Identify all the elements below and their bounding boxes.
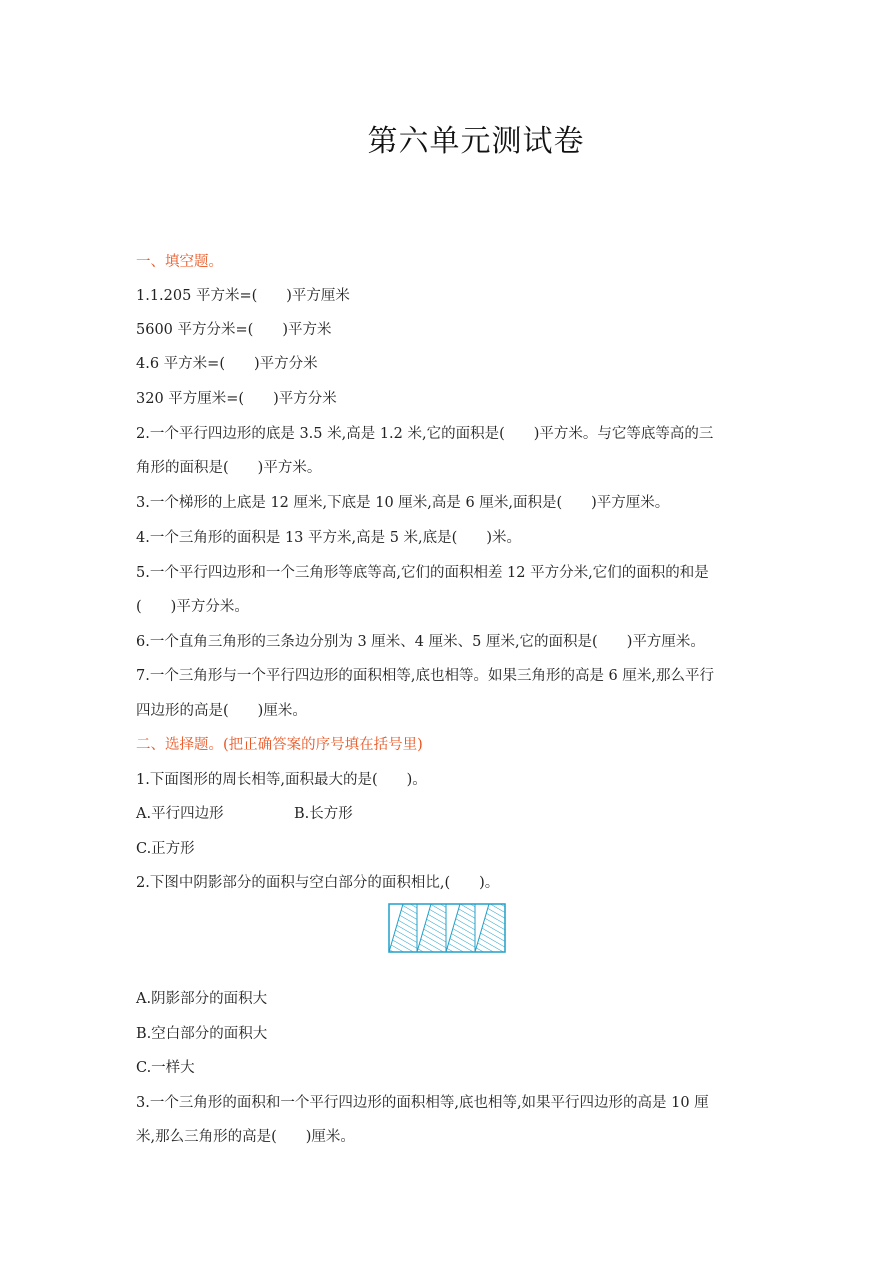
choice-q3-line-2: 米,那么三角形的高是( )厘米。 xyxy=(136,1129,355,1145)
shaded-triangles xyxy=(389,904,505,952)
fill-line-5: 2.一个平行四边形的底是 3.5 米,高是 1.2 米,它的面积是( )平方米。与它等底等高的三 xyxy=(136,426,714,442)
choice-q1-option-c: C.正方形 xyxy=(136,841,195,857)
fill-line-2: 5600 平方分米=( )平方米 xyxy=(136,322,332,338)
fill-line-11: 6.一个直角三角形的三条边分别为 3 厘米、4 厘米、5 厘米,它的面积是( )平方厘米。 xyxy=(136,634,705,650)
fill-line-9: 5.一个平行四边形和一个三角形等底等高,它们的面积相差 12 平方分米,它们的面积的和是 xyxy=(136,565,709,581)
fill-line-8: 4.一个三角形的面积是 13 平方米,高是 5 米,底是( )米。 xyxy=(136,530,521,546)
fill-line-1: 1.1.205 平方米=( )平方厘米 xyxy=(136,288,350,304)
fill-line-13: 四边形的高是( )厘米。 xyxy=(136,703,307,719)
page-title: 第六单元测试卷 xyxy=(367,124,585,159)
shaded-triangle-1 xyxy=(389,904,417,952)
shaded-triangle-3 xyxy=(446,904,475,952)
fill-line-10: ( )平方分米。 xyxy=(136,599,249,615)
fill-line-3: 4.6 平方米=( )平方分米 xyxy=(136,356,318,372)
choice-q3-line-1: 3.一个三角形的面积和一个平行四边形的面积相等,底也相等,如果平行四边形的高是 10 厘 xyxy=(136,1095,709,1111)
choice-q2-option-c: C.一样大 xyxy=(136,1060,195,1076)
shaded-triangle-2 xyxy=(417,904,446,952)
choice-q2-stem: 2.下图中阴影部分的面积与空白部分的面积相比,( )。 xyxy=(136,875,500,891)
shaded-triangle-4 xyxy=(475,904,505,952)
fill-line-4: 320 平方厘米=( )平方分米 xyxy=(136,391,337,407)
choice-q2-option-b: B.空白部分的面积大 xyxy=(136,1026,268,1042)
choice-q1-options xyxy=(136,804,776,824)
fill-line-12: 7.一个三角形与一个平行四边形的面积相等,底也相等。如果三角形的高是 6 厘米,那么平行 xyxy=(136,668,714,684)
section1-heading: 一、填空题。 xyxy=(136,254,223,270)
choice-q1-option-b: B.长方形 xyxy=(294,806,353,822)
choice-q1-stem: 1.下面图形的周长相等,面积最大的是( )。 xyxy=(136,772,427,788)
fill-line-6: 角形的面积是( )平方米。 xyxy=(136,460,322,476)
section2-heading: 二、选择题。(把正确答案的序号填在括号里) xyxy=(136,737,423,753)
choice-q2-option-a: A.阴影部分的面积大 xyxy=(136,991,268,1007)
shaded-triangles-figure xyxy=(388,903,506,958)
fill-line-7: 3.一个梯形的上底是 12 厘米,下底是 10 厘米,高是 6 厘米,面积是( )平方厘米。 xyxy=(136,495,670,511)
choice-q1-option-a: A.平行四边形 xyxy=(136,806,224,822)
